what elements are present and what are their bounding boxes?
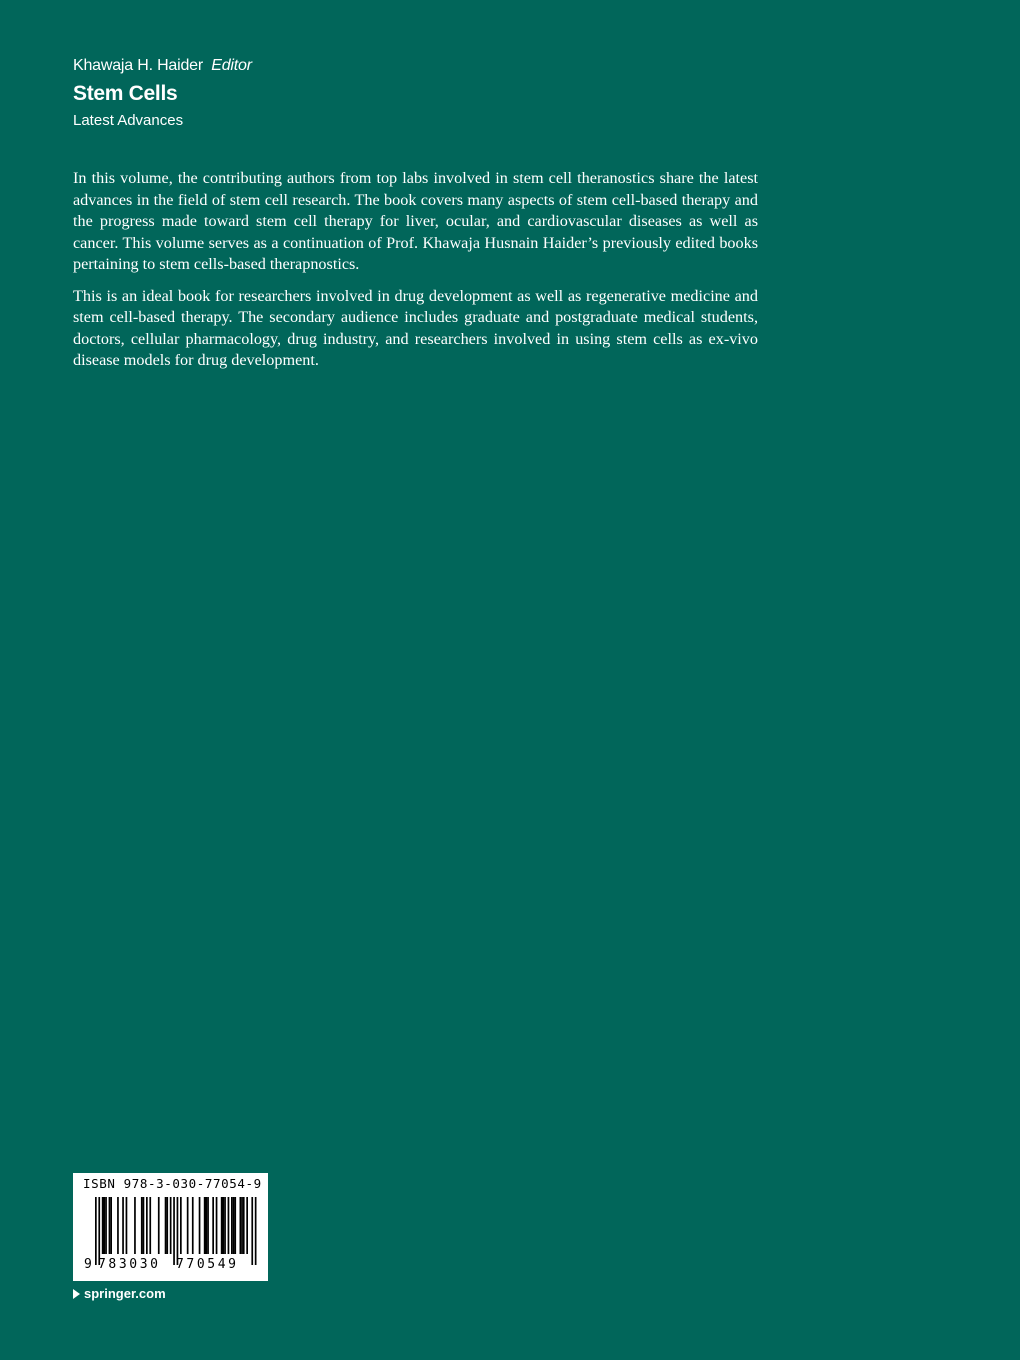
barcode-bar	[126, 1197, 128, 1254]
barcode-bar	[158, 1197, 160, 1254]
barcode-bar	[207, 1197, 209, 1254]
barcode-bar	[146, 1197, 148, 1254]
barcode-bar	[173, 1197, 175, 1265]
book-title: Stem Cells	[73, 82, 178, 105]
barcode-bar	[122, 1197, 124, 1254]
barcode-bar	[192, 1197, 194, 1254]
barcode-bar	[165, 1197, 167, 1254]
barcode-bar	[143, 1197, 145, 1254]
barcode-bar	[212, 1197, 214, 1254]
barcode-bar	[177, 1197, 179, 1265]
barcode-bar	[105, 1197, 107, 1254]
barcode-bar	[231, 1197, 233, 1254]
barcode-bar	[233, 1197, 235, 1254]
isbn-barcode	[73, 1173, 268, 1281]
barcode-bar	[251, 1197, 253, 1265]
barcode-bar	[241, 1197, 243, 1254]
barcode-bar	[199, 1197, 201, 1254]
book-subtitle: Latest Advances	[73, 112, 184, 129]
barcode-bar	[104, 1197, 106, 1254]
barcode-bar	[228, 1197, 230, 1254]
arrow-right-icon	[73, 1289, 80, 1299]
barcode-digit-first: 9	[84, 1257, 92, 1272]
barcode-bar	[141, 1197, 143, 1254]
book-description	[73, 168, 758, 382]
editor-role: Editor	[211, 57, 252, 74]
cover-header	[73, 55, 252, 132]
barcode-bar	[234, 1197, 236, 1254]
barcode-bar	[223, 1197, 225, 1254]
editor-name: Khawaja H. Haider	[73, 57, 203, 74]
barcode-bar	[224, 1197, 226, 1254]
barcode-bar	[134, 1197, 136, 1254]
editor-line	[73, 55, 252, 77]
barcode-digits-right: 770549	[176, 1257, 239, 1272]
publisher-link[interactable]	[73, 1285, 166, 1303]
barcode-bar	[149, 1197, 151, 1254]
barcode-bar	[255, 1197, 257, 1265]
barcode-bar	[187, 1197, 189, 1254]
barcode-bar	[243, 1197, 245, 1254]
barcode-bar	[110, 1197, 112, 1254]
barcode-bar	[204, 1197, 206, 1254]
barcode-bar	[221, 1197, 223, 1254]
barcode-bar	[240, 1197, 242, 1254]
barcode-bar	[98, 1197, 100, 1265]
description-paragraph-2: This is an ideal book for researchers involved in drug development as well as regenerative medicine and stem cell-based therapy. The secondary audience includes graduate and postgraduate medical students, doctors, cellular pharmacology, drug industry, and researchers involved in using stem cells as ex-vivo disease models for drug development.	[73, 286, 758, 369]
isbn-label: ISBN 978-3-030-77054-9	[83, 1176, 262, 1191]
description-paragraph-1: In this volume, the contributing authors from top labs involved in stem cell theranostics share the latest advances in the field of stem cell research. The book covers many aspects of stem cell-based therapy and the progress made toward stem cell therapy for liver, ocular, and cardiovascular diseases as well as cancer. This volume serves as a continuation of Prof. Khawaja Husnain Haider’s previously edited books pertaining to stem cells-based therapnostics.	[73, 169, 758, 273]
barcode-bar	[102, 1197, 104, 1254]
barcode-bar	[170, 1197, 172, 1254]
barcode-bar	[216, 1197, 218, 1254]
barcode-bar	[117, 1197, 119, 1254]
publisher-website[interactable]: springer.com	[84, 1286, 166, 1301]
barcode-bar	[246, 1197, 248, 1254]
barcode-bar	[180, 1197, 182, 1254]
barcode-bar	[166, 1197, 168, 1254]
barcode-bar	[109, 1197, 111, 1254]
barcode-bar	[206, 1197, 208, 1254]
barcode-digits-left: 783030	[98, 1257, 161, 1272]
barcode-bar	[95, 1197, 97, 1265]
